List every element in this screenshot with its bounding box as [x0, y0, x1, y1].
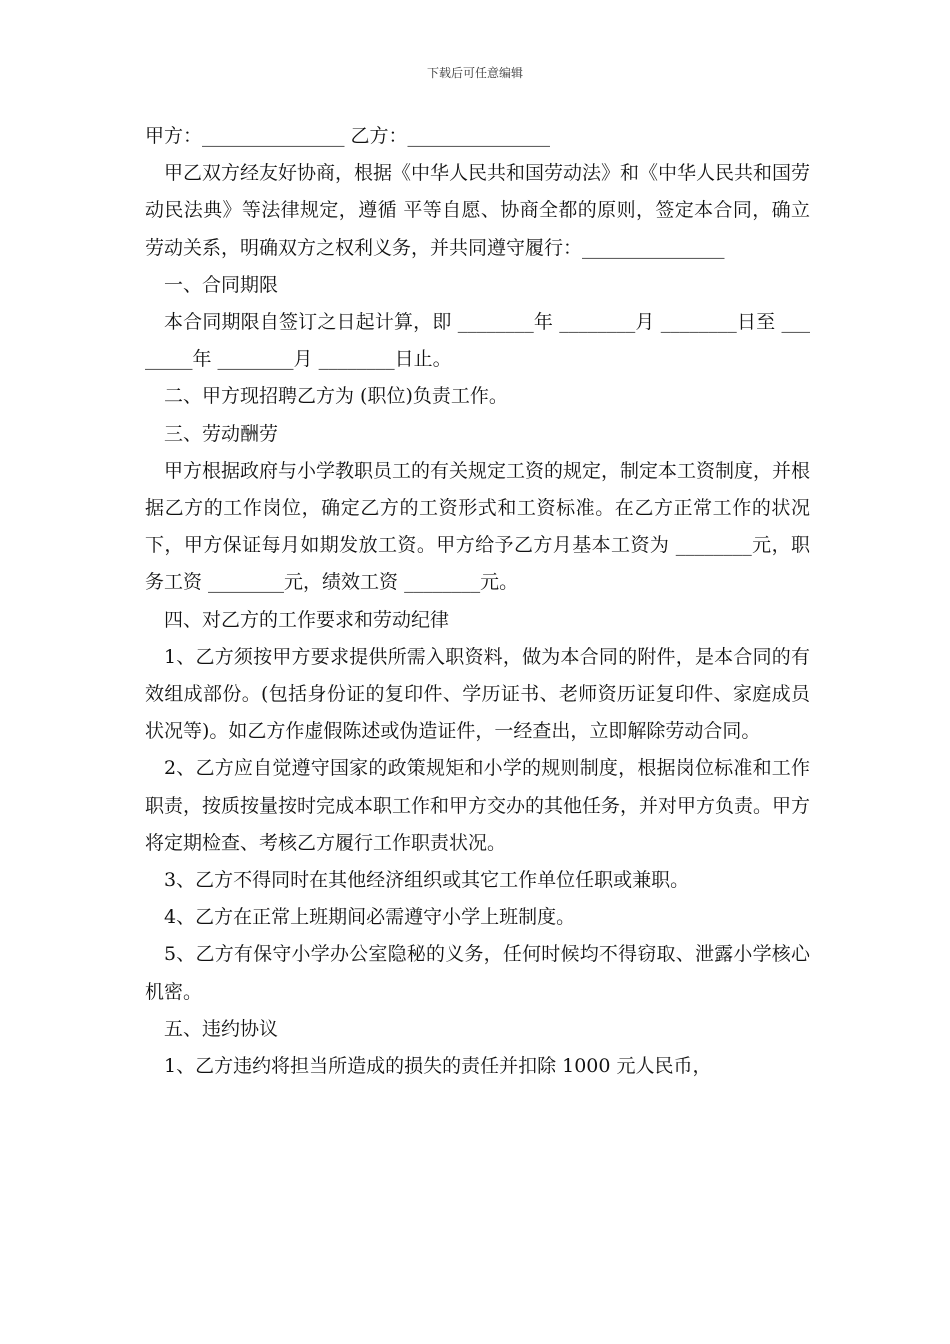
requirement-item-1: 1、乙方须按甲方要求提供所需入职资料，做为本合同的附件，是本合同的有效组成部份。(包括身份证的复印件、学历证书、老师资历证复印件、家庭成员状况等)。如乙方作虚假陈述或伪造证件，一经查出，立即解除劳动合同。 [145, 645, 810, 743]
section-heading-breach: 五、违约协议 [164, 1017, 279, 1040]
contract-body [145, 118, 810, 1085]
section-heading-position: 二、甲方现招聘乙方为 (职位)负责工作。 [164, 385, 508, 408]
requirement-item-4: 4、乙方在正常上班期间必需遵守小学上班制度。 [164, 906, 576, 929]
requirement-item-3: 3、乙方不得同时在其他经济组织或其它工作单位任职或兼职。 [164, 869, 690, 892]
term-paragraph: 本合同期限自签订之日起计算，即 ________年 ________月 ________日至 ________年 ________月 ________日止。 [145, 311, 810, 371]
requirement-item-5: 5、乙方有保守小学办公室隐秘的义务，任何时候均不得窃取、泄露小学核心机密。 [145, 943, 810, 1003]
pay-paragraph: 甲方根据政府与小学教职员工的有关规定工资的规定，制定本工资制度，并根据乙方的工作岗位，确定乙方的工资形式和工资标准。在乙方正常工作的状况下，甲方保证每月如期发放工资。甲方给予乙方月基本工资为 ________元，职务工资 ________元，绩效工资 ________元。 [145, 459, 811, 594]
party-line: 甲方：_______________ 乙方：_______________ [145, 125, 551, 147]
section-heading-term: 一、合同期限 [164, 273, 279, 296]
section-heading-pay: 三、劳动酬劳 [164, 422, 279, 445]
page-header-note: 下载后可任意编辑 [426, 66, 523, 80]
intro-paragraph: 甲乙双方经友好协商，根据《中华人民共和国劳动法》和《中华人民共和国劳动民法典》等法律规定，遵循 平等自愿、协商全都的原则，签定本合同，确立劳动关系，明确双方之权利义务，并共同遵守履行：_______________ [145, 162, 811, 259]
requirement-item-2: 2、乙方应自觉遵守国家的政策规矩和小学的规则制度，根据岗位标准和工作职责，按质按量按时完成本职工作和甲方交办的其他任务，并对甲方负责。甲方将定期检查、考核乙方履行工作职责状况。 [145, 757, 811, 854]
breach-item-1: 1、乙方违约将担当所造成的损失的责任并扣除 1000 元人民币， [164, 1055, 712, 1078]
section-heading-requirements: 四、对乙方的工作要求和劳动纪律 [164, 608, 450, 631]
